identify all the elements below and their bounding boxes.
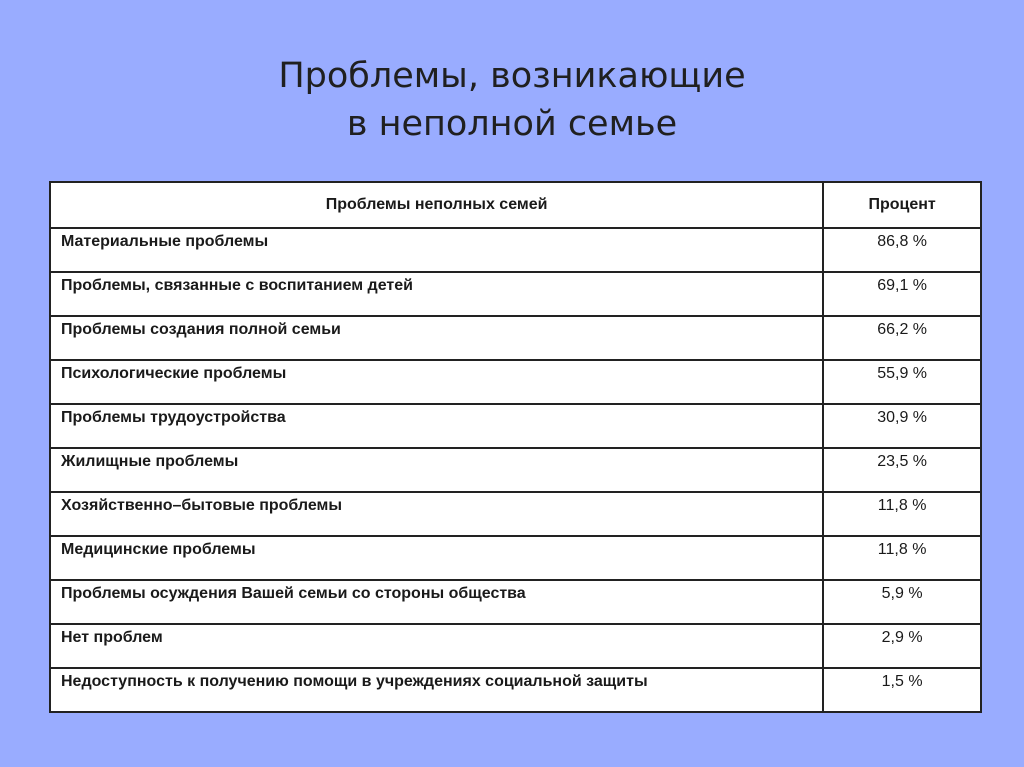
problem-label: Проблемы создания полной семьи xyxy=(50,316,823,360)
table-row xyxy=(50,316,981,360)
problem-label: Проблемы трудоустройства xyxy=(50,404,823,448)
percent-value: 2,9 % xyxy=(823,624,981,668)
column-header-problems: Проблемы неполных семей xyxy=(50,182,823,228)
table-row xyxy=(50,580,981,624)
problem-label: Недоступность к получению помощи в учреждениях социальной защиты xyxy=(50,668,823,712)
slide-title-line-1: Проблемы, возникающие xyxy=(278,56,746,96)
table-row xyxy=(50,272,981,316)
problems-table xyxy=(49,181,982,713)
percent-value: 30,9 % xyxy=(823,404,981,448)
table-row xyxy=(50,228,981,272)
slide-title-line-2: в неполной семье xyxy=(346,104,678,144)
problem-label: Нет проблем xyxy=(50,624,823,668)
percent-value: 11,8 % xyxy=(823,492,981,536)
percent-value: 11,8 % xyxy=(823,536,981,580)
slide-title xyxy=(0,52,1024,148)
problem-label: Проблемы осуждения Вашей семьи со стороны общества xyxy=(50,580,823,624)
percent-value: 23,5 % xyxy=(823,448,981,492)
problem-label: Проблемы, связанные с воспитанием детей xyxy=(50,272,823,316)
percent-value: 69,1 % xyxy=(823,272,981,316)
problem-label: Жилищные проблемы xyxy=(50,448,823,492)
table-row xyxy=(50,360,981,404)
percent-value: 5,9 % xyxy=(823,580,981,624)
percent-value: 66,2 % xyxy=(823,316,981,360)
column-header-percent: Процент xyxy=(823,182,981,228)
percent-value: 1,5 % xyxy=(823,668,981,712)
problem-label: Психологические проблемы xyxy=(50,360,823,404)
problem-label: Хозяйственно–бытовые проблемы xyxy=(50,492,823,536)
problem-label: Медицинские проблемы xyxy=(50,536,823,580)
table-header-row xyxy=(50,182,981,228)
table-row xyxy=(50,536,981,580)
table-row xyxy=(50,668,981,712)
percent-value: 86,8 % xyxy=(823,228,981,272)
table-row xyxy=(50,624,981,668)
table-row xyxy=(50,404,981,448)
table-row xyxy=(50,448,981,492)
problem-label: Материальные проблемы xyxy=(50,228,823,272)
percent-value: 55,9 % xyxy=(823,360,981,404)
table-row xyxy=(50,492,981,536)
